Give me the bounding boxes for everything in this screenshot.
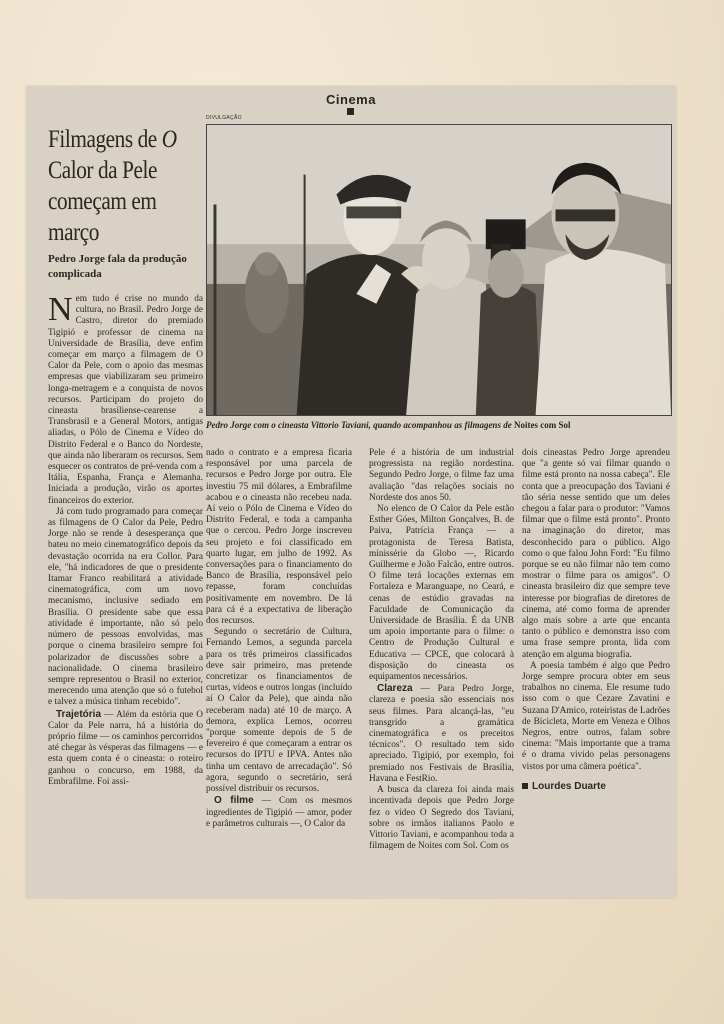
article-column-4 <box>522 448 670 792</box>
paragraph: Clareza — Para Pedro Jorge, clareza e poesia são essenciais nos seus filmes. Para alcançá-las, "eu transgrido a gramática cinematográfica e os preceitos técnicos". O resultado tem sido apreciado. Tigipió, por exemplo, foi premiado nos Festivais de Brasília, Havana e FestRio. <box>369 683 514 784</box>
subheading: O filme <box>214 795 254 807</box>
paragraph: dois cineastas Pedro Jorge aprendeu que "a gente só vai filmar quando o filme está pronto na nossa cabeça". Ele conta que a preocupação dos Taviani é tão séria nesse sentido que um deles chegou a falar para o produtor: "Vamos filmar que o filme está pronto". Pronto na imaginação do diretor, mas desconhecido para o público. Algo como o que falou John Ford: "Eu filmo porque se eu não filmar não tem como mostrar o filme para os amigos". O cineasta brasileiro diz que sempre teve interesse por biografias de diretores de cinema, até como forma de aprender algo mais sobre a arte que encanta tanto o público e demonstra isso com uma frase sempre pronta, lida com atenção em alguma biografia. <box>522 448 670 660</box>
byline-author: Lourdes Duarte <box>532 780 606 792</box>
subheading: Clareza <box>377 683 413 695</box>
paragraph: A busca da clareza foi ainda mais incentivada depois que Pedro Jorge fez o vídeo O Segredo dos Taviani, sobre os irmãos italianos Paolo e Vittorio Taviani, e acompanhou toda a filmagem de Noites com Sol. Com os <box>369 785 514 852</box>
section-title: Cinema <box>326 92 376 107</box>
article-column-2 <box>206 448 352 830</box>
newspaper-clipping <box>26 86 676 898</box>
byline-square-icon <box>522 783 528 789</box>
paragraph: Pele é a história de um industrial progressista na região nordestina. Segundo Pedro Jorge, o filme faz uma avaliação "das relações sociais no Nordeste dos anos 50. <box>369 448 514 503</box>
byline <box>522 781 670 792</box>
section-marker <box>347 108 354 115</box>
caption-film: Noites com Sol <box>513 420 571 430</box>
paragraph: Trajetória — Além da estória que O Calor da Pele narra, há a história do próprio filme — os caminhos percorridos até chegar às vésperas das filmagens — e esta quem conta é o cineasta: o roteiro ganhou o concurso, em 1988, da Embrafilme. Foi assi- <box>48 708 203 787</box>
photo-caption <box>206 419 672 431</box>
article-column-1 <box>48 291 203 788</box>
drop-cap: N <box>48 291 73 328</box>
paragraph: No elenco de O Calor da Pele estão Esther Góes, Milton Gonçalves, B. de Paiva, Patrícia França — a protagonista de Teresa Batista, minissérie da Globo —, Ricardo Guilherme e João Falcão, entre outros. O filme terá locações externas em Fortaleza e Maranguape, no Ceará, e cenas de estúdio gravadas na Faculdade de Comunicação da Universidade de Brasília. É da UNB um apoio importante para o filme: o Centro de Produção Cultural e Educativa — CPCE, que colocará à disposição do cineasta os equipamentos necessários. <box>369 504 514 683</box>
photo-image <box>207 125 671 415</box>
paragraph: nado o contrato e a empresa ficaria responsável por uma parcela de recursos e Pedro Jorge por outra. Ele investiu 75 mil dólares, a Embrafilme acabou e o cineasta não recebeu nada. Aí veio o Pólo de Cinema e Vídeo do Distrito Federal, e toda a campanha que o cercou. Pedro Jorge inscreveu seu projeto e foi classificado em quarto lugar, em julho de 1992. As conversações para o financiamento do Banco de Brasília, responsável pelo repasse, foram concluídas positivamente em novembro. De lá para cá é a expectativa de liberação dos recursos. <box>206 448 352 627</box>
paragraph: A poesia também é algo que Pedro Jorge sempre procura obter em seus trabalhos no cinema. Ele resume tudo isso com o que Cezare Zavatini e Suzana D'Amico, roteiristas de Ladrões de Bicicleta, Morte em Veneza e Olhos Negros, entre outros, falam sobre cinema: "Mais importante que a trama é o drama vivido pelas personagens vistos por uma câmera poética". <box>522 660 670 772</box>
photo <box>206 124 672 416</box>
caption-text: Pedro Jorge com o cineasta Vittorio Taviani, quando acompanhou as filmagens de <box>206 420 514 430</box>
paragraph: Já com tudo programado para começar as filmagens de O Calor da Pele, Pedro Jorge não se rende à desesperança que bateu no meio cinematográfico depois da devastação ocorrida na era Collor. Para ele, "há indicadores de que o presidente Itamar Franco reabilitará a atividade cinematográfica, com um novo mecanismo, inclusive sediado em Brasília. O presidente sabe que essa atividade é importante, não só pelo número de pessoas envolvidas, mas porque o cinema brasileiro sempre foi polarizador de discussões sobre a nacionalidade. O cinema brasileiro sempre representou o Brasil no exterior, merecendo uma atenção que só o futebol e talvez a música tinham recebido". <box>48 506 203 708</box>
paragraph: Segundo o secretário de Cultura, Fernando Lemos, a segunda parcela para os três primeiros classificados deve sair primeiro, mas pretende concretizar os financiamentos de curtas, vídeos e outros longas (incluído aí O Calor da Pele), que ainda não receberam nada) até 10 de março. A demora, explica Lemos, ocorreu "porque somente depois de 5 de fevereiro é que começaram a entrar os recursos do IPTU e IPVA. Antes não tinha um centavo de arrecadação". Só agora, segundo o secretário, será possível distribuir os recursos. <box>206 627 352 795</box>
article-column-3 <box>369 448 514 852</box>
headline-line1: Filmagens de <box>48 126 162 153</box>
subheadline: Pedro Jorge fala da produção complicada <box>48 253 187 280</box>
headline-line3: começam em março <box>48 188 157 246</box>
paragraph: O filme — Com os mesmos ingredientes de Tigipió — amor, poder e parâmetros culturais —, O Calor da <box>206 795 352 829</box>
headline-line1-italic: O <box>161 126 177 153</box>
subheading: Trajetória <box>56 708 102 720</box>
photo-credit: DIVULGAÇÃO <box>206 115 242 121</box>
paragraph: Nem tudo é crise no mundo da cultura, no Brasil. Pedro Jorge de Castro, diretor do premiado Tigipió e professor de cinema na Universidade de Brasília, deve enfim começar em março a filmagem de O Calor da Pele, com o apoio das mesmas empresas que viabilizaram seu primeiro longa-metragem e a conquista de novos recursos. Participam do projeto do cineasta brasiliense-cearense a Transbrasil e a General Motors, antigas aliadas, o Pólo de Cinema e Vídeo do Distrito Federal e o Banco do Nordeste, que ainda não liberaram os recursos. Sem esquecer os contratos de pré-venda com a Itália, Espanha, França e Alemanha. Iniciada a produção, virão os aportes financeiros do exterior. <box>48 291 203 506</box>
headline <box>48 124 184 248</box>
headline-line2: Calor da Pele <box>48 157 157 184</box>
